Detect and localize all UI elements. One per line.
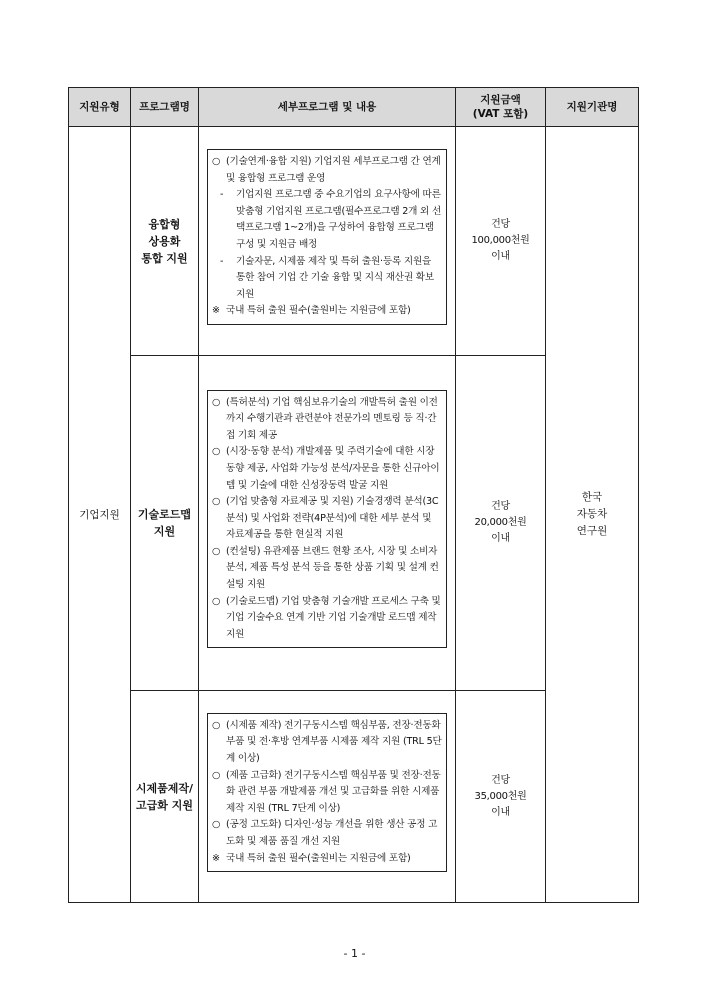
bullet-marker: ○ <box>212 156 221 168</box>
detail-sub-item <box>212 187 442 253</box>
detail-note <box>212 303 442 320</box>
detail-text: 기술자문, 시제품 제작 및 특허 출원·등록 지원을 통한 참여 기업 간 기술 융합 및 지식 재산권 확보 지원 <box>236 255 434 300</box>
detail-item <box>212 444 442 494</box>
bullet-marker: ○ <box>212 595 221 607</box>
detail-item <box>212 768 442 818</box>
detail-box <box>207 390 447 649</box>
header-agency: 지원기관명 <box>546 88 639 127</box>
detail-item <box>212 544 442 594</box>
detail-item <box>212 718 442 768</box>
detail-sub-item <box>212 254 442 304</box>
support-program-table <box>68 87 639 903</box>
program-detail <box>199 691 456 903</box>
bullet-marker: ○ <box>212 446 221 458</box>
header-program-name: 프로그램명 <box>131 88 199 127</box>
header-support-type: 지원유형 <box>69 88 131 127</box>
detail-text: (시제품 제작) 전기구동시스템 핵심부품, 전장·전동화 부품 및 전·후방 연계부품 시제품 제작 지원 (TRL 5단계 이상) <box>226 719 442 765</box>
program-name: 기술로드맵 지원 <box>131 356 199 691</box>
bullet-marker: ※ <box>212 852 220 864</box>
detail-text: (컨설팅) 유관제품 브랜드 현황 조사, 시장 및 소비자 분석, 제품 특성 분석 등을 통한 상품 기획 및 설계 컨설팅 지원 <box>226 545 439 591</box>
detail-text: (시장·동향 분석) 개발제품 및 주력기술에 대한 시장동향 제공, 사업화 가능성 분석/자문을 통한 신규아이템 및 기술에 대한 신성장동력 발굴 지원 <box>226 446 440 491</box>
detail-text: (공정 고도화) 디자인·성능 개선을 위한 생산 공정 고도화 및 제품 품질 개선 지원 <box>226 819 438 847</box>
bullet-marker: ○ <box>212 396 221 408</box>
detail-item <box>212 494 442 544</box>
support-type-cell: 기업지원 <box>69 127 131 903</box>
header-amount: 지원금액 (VAT 포함) <box>456 88 546 127</box>
detail-text: (제품 고급화) 전기구동시스템 핵심부품 및 전장·전동화 관련 부품 개발제품 개선 및 고급화를 위한 시제품 제작 지원 (TRL 7단계 이상) <box>226 769 441 814</box>
detail-text: 국내 특허 출원 필수(출원비는 지원금에 포함) <box>226 305 411 317</box>
detail-text: (특허분석) 기업 핵심보유기술의 개발특허 출원 이전까지 수행기관과 관련분야 전문가의 멘토링 등 직·간접 기회 제공 <box>226 396 438 441</box>
support-amount: 건당 35,000천원 이내 <box>456 691 546 903</box>
detail-item <box>212 594 442 644</box>
detail-item <box>212 395 442 445</box>
detail-item <box>212 817 442 850</box>
page-number: - 1 - <box>343 947 366 960</box>
agency-cell: 한국 자동차 연구원 <box>546 127 639 903</box>
detail-text: (기술연계·융합 지원) 기업지원 세부프로그램 간 연계 및 융합형 프로그램 운영 <box>226 156 441 184</box>
table-row <box>69 127 639 356</box>
bullet-marker: ○ <box>212 819 221 831</box>
support-amount: 건당 100,000천원 이내 <box>456 127 546 356</box>
program-detail <box>199 127 456 356</box>
table-header-row <box>69 88 639 127</box>
detail-text: (기업 맞춤형 자료제공 및 지원) 기술경쟁력 분석(3C 분석) 및 사업화 전략(4P분석)에 대한 세부 분석 및 자료제공을 통한 현실적 지원 <box>226 496 439 541</box>
detail-text: 기업지원 프로그램 중 수요기업의 요구사항에 따른 맞춤형 기업지원 프로그램(필수프로그램 2개 외 선택프로그램 1~2개)을 구성하여 융합형 프로그램 구성 및 지원금 배정 <box>236 189 442 250</box>
detail-box <box>207 713 447 872</box>
detail-item <box>212 154 442 187</box>
bullet-marker: ○ <box>212 769 221 781</box>
bullet-marker: ○ <box>212 545 221 557</box>
detail-text: (기술로드맵) 기업 맞춤형 기술개발 프로세스 구축 및 기업 기술수요 연계 기반 기업 기술개발 로드맵 제작 지원 <box>226 595 441 640</box>
program-name: 시제품제작/ 고급화 지원 <box>131 691 199 903</box>
detail-box <box>207 149 447 325</box>
program-detail <box>199 356 456 691</box>
bullet-marker: ※ <box>212 305 220 317</box>
program-name: 융합형 상용화 통합 지원 <box>131 127 199 356</box>
detail-note <box>212 851 442 868</box>
bullet-marker: ○ <box>212 719 221 731</box>
bullet-marker: - <box>220 255 224 267</box>
header-detail: 세부프로그램 및 내용 <box>199 88 456 127</box>
support-amount: 건당 20,000천원 이내 <box>456 356 546 691</box>
detail-text: 국내 특허 출원 필수(출원비는 지원금에 포함) <box>226 852 411 864</box>
bullet-marker: - <box>220 189 224 201</box>
bullet-marker: ○ <box>212 496 221 508</box>
